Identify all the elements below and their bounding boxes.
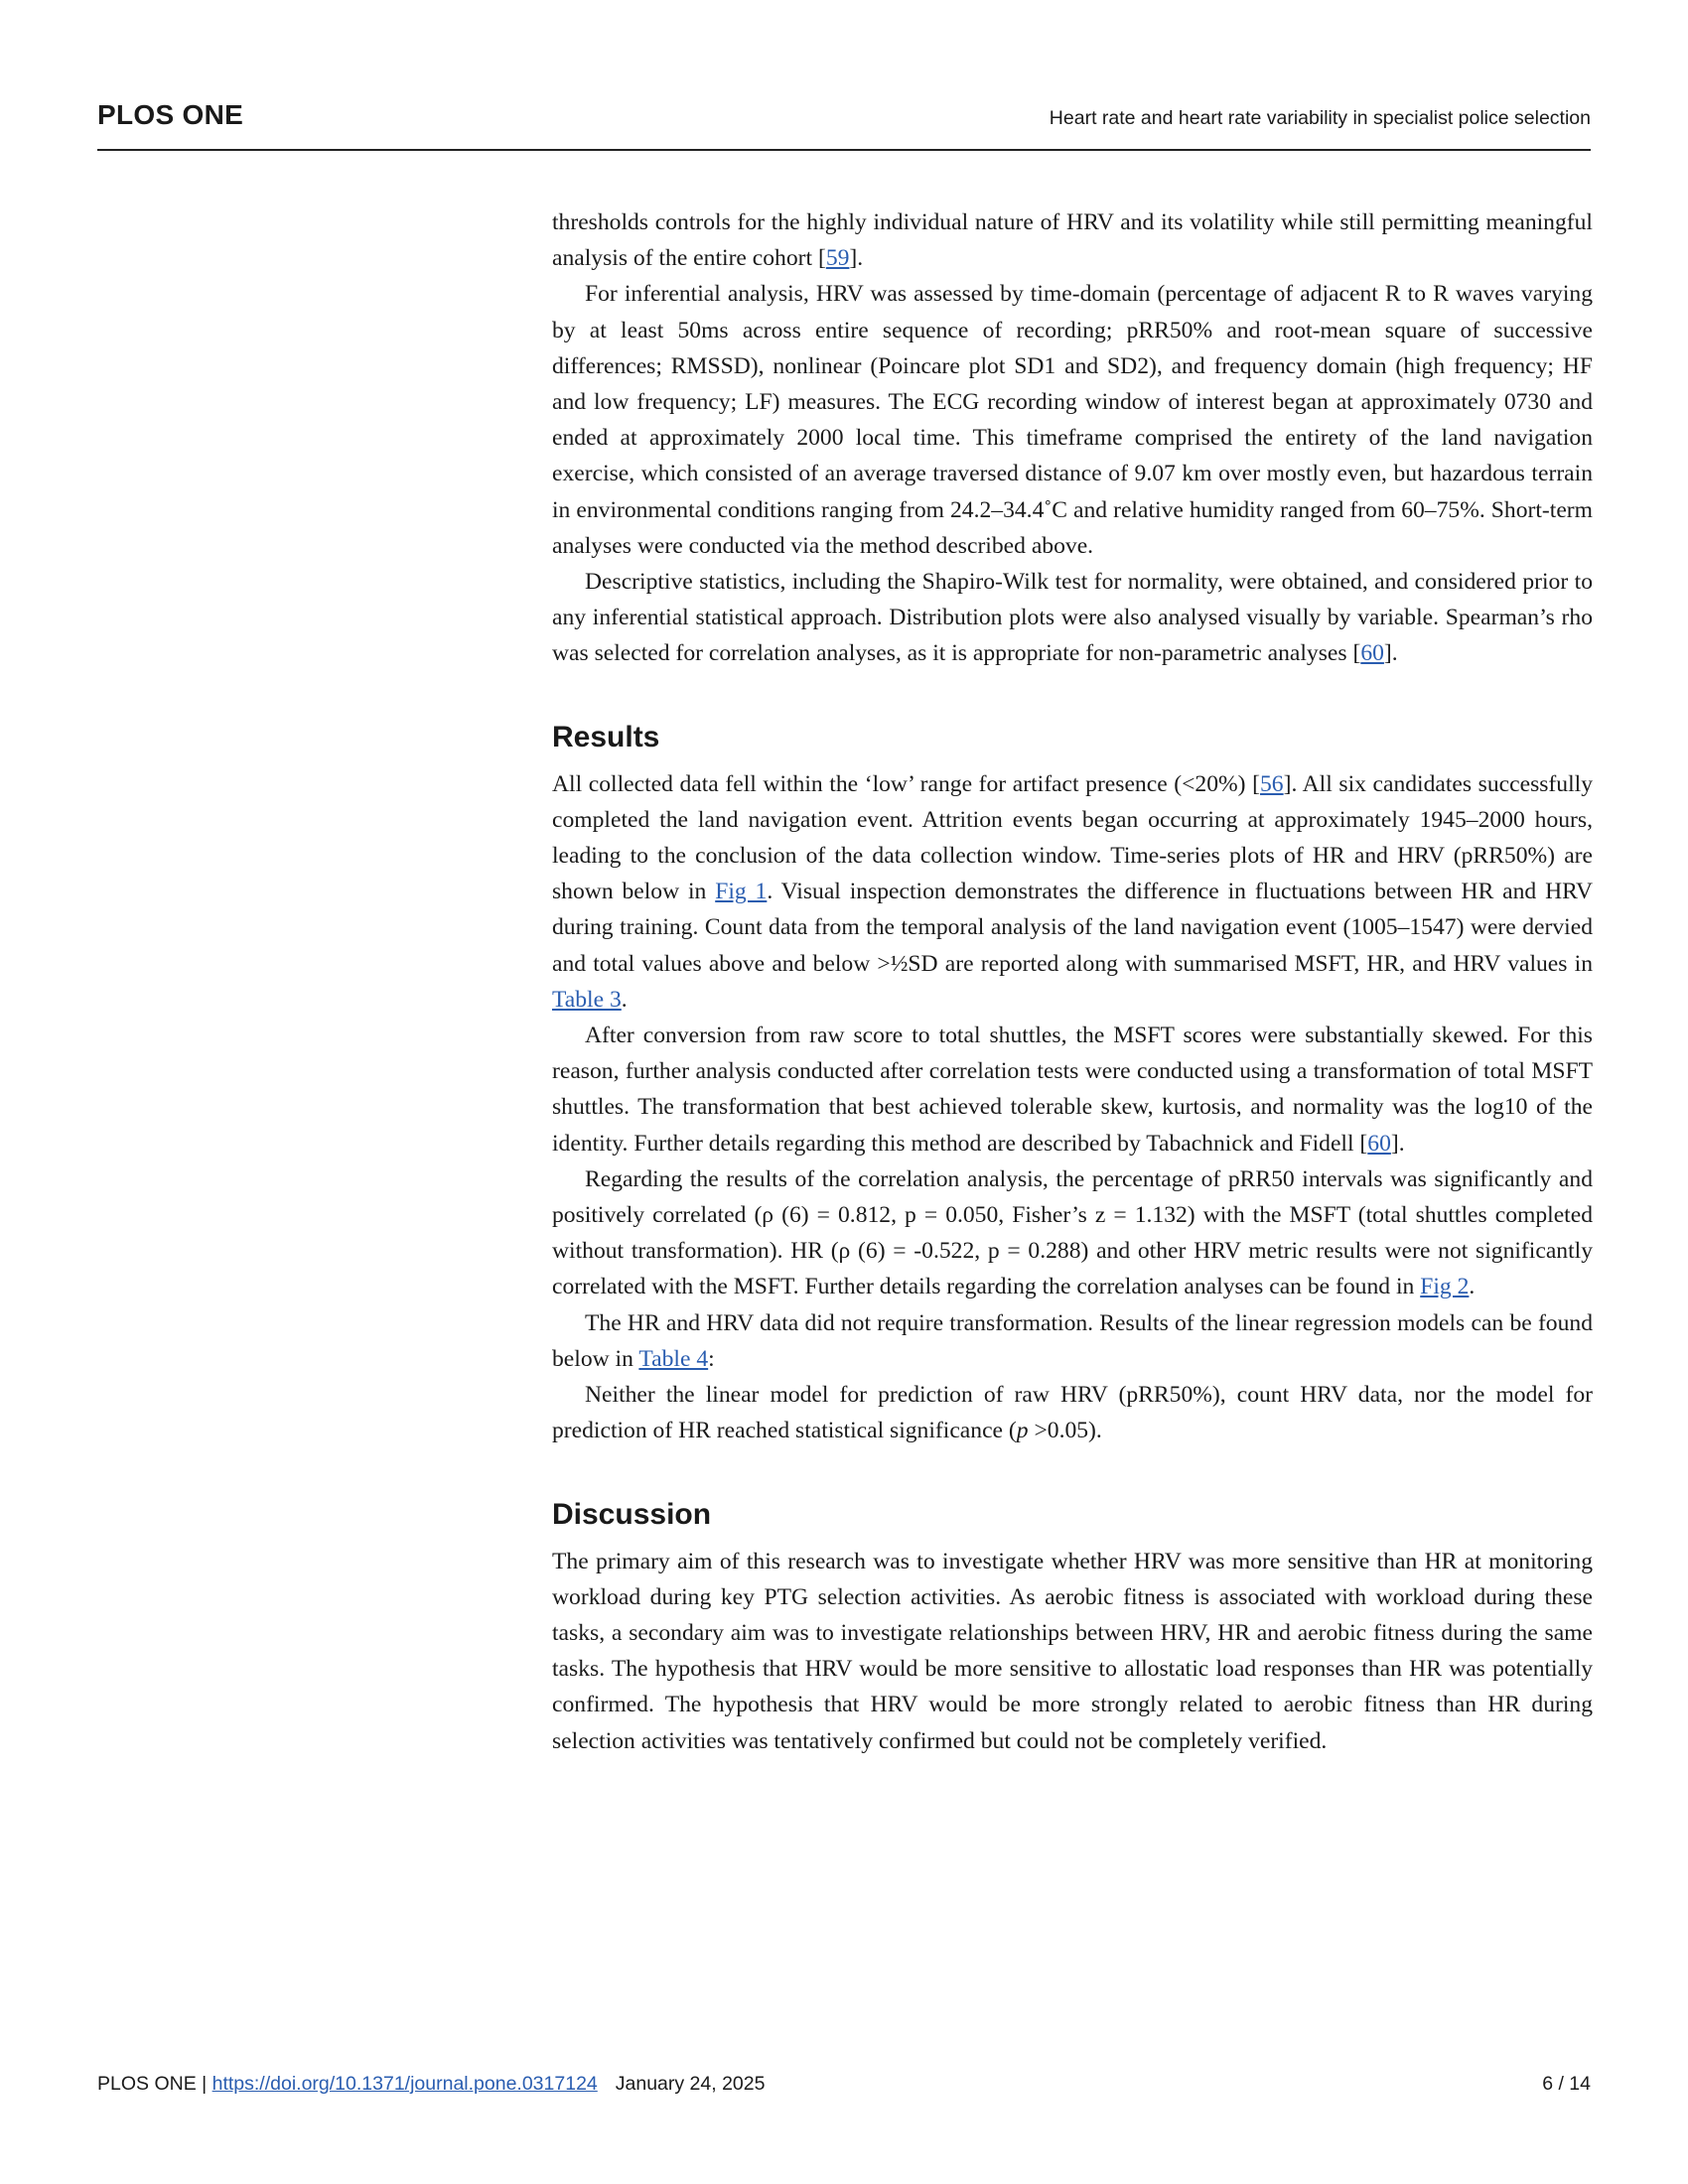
text: After conversion from raw score to total shuttles, the MSFT scores were substantially skewed. For this reason, further analysis conducted after correlation tests were conducted using a transformation of total MSFT shuttles. The transformation that best achieved tolerable skew, kurtosis, and normality was the log10 of the identity. Further details regarding this method are described by Tabachnick and Fidell [ <box>552 1023 1593 1157</box>
p-symbol: p <box>1016 1418 1029 1444</box>
text: ]. All six candidates successfully completed the land navigation event. Attrition events began occurring at approximately 1945–2000 hours, leading to the conclusion of the data collection window. Time-series plots of HR and HRV (pRR50%) are shown below in <box>552 770 1593 905</box>
text: . Visual inspection demonstrates the difference in fluctuations between HR and HRV during training. Count data from the temporal analysis of the land navigation event (1005–1547) were dervied and total values above and below >½SD are reported along with summarised MSFT, HR, and HRV values in <box>552 879 1594 977</box>
running-title: Heart rate and heart rate variability in specialist police selection <box>1049 107 1591 129</box>
paragraph-results-overview <box>552 766 1593 1018</box>
citation-link[interactable]: 60 <box>1367 1130 1391 1157</box>
figure-link[interactable]: Fig 2 <box>1420 1274 1470 1300</box>
text: Regarding the results of the correlation analysis, the percentage of pRR50 intervals was significantly and positively correlated (ρ (6) = 0.812, p = 0.050, Fisher’s z = 1.132) with the MSFT (total shuttles completed without transformation). HR (ρ (6) = -0.522, p = 0.288) and other HRV metric results were not significantly correlated with the MSFT. Further details regarding the correlation analyses can be found in <box>552 1165 1593 1300</box>
text: ]. <box>1383 640 1398 667</box>
text: thresholds controls for the highly individual nature of HRV and its volatility while still permitting meaningful analysis of the entire cohort [ <box>552 209 1593 272</box>
page-number: 6 / 14 <box>1542 2073 1591 2095</box>
header-divider <box>97 149 1591 151</box>
text: >0.05). <box>1028 1418 1102 1444</box>
citation-link[interactable]: 59 <box>825 245 850 272</box>
citation-link[interactable]: 60 <box>1360 640 1384 667</box>
journal-name: PLOS ONE <box>97 99 244 130</box>
text: . <box>621 986 628 1013</box>
text: Neither the linear model for prediction of raw HRV (pRR50%), count HRV data, nor the model for prediction of HR reached statistical significance ( <box>552 1382 1593 1444</box>
results-heading: Results <box>552 720 660 753</box>
publication-date: January 24, 2025 <box>615 2073 766 2095</box>
footer-journal: PLOS ONE | <box>97 2073 212 2095</box>
doi-link[interactable]: https://doi.org/10.1371/journal.pone.0317124 <box>211 2073 598 2095</box>
text: : <box>708 1345 715 1372</box>
paragraph-correlation-results <box>552 1161 1593 1305</box>
figure-link[interactable]: Fig 1 <box>715 879 768 905</box>
paragraph-thresholds <box>552 205 1593 276</box>
discussion-heading: Discussion <box>552 1497 712 1531</box>
paragraph-regression-intro <box>552 1305 1593 1377</box>
table-link[interactable]: Table 3 <box>552 986 622 1013</box>
text: ]. <box>1390 1130 1405 1157</box>
paragraph-inferential-analysis: For inferential analysis, HRV was assessed by time-domain (percentage of adjacent R to R waves varying by at least 50ms across entire sequence of recording; pRR50% and root-mean square of successive differences; RMSSD), nonlinear (Poincare plot SD1 and SD2), and frequency domain (high frequency; HF and low frequency; LF) measures. The ECG recording window of interest began at approximately 0730 and ended at approximately 2000 local time. This timeframe comprised the entirety of the land navigation exercise, which consisted of an average traversed distance of 9.07 km over mostly even, but hazardous terrain in environmental conditions ranging from 24.2–34.4˚C and relative humidity ranged from 60–75%. Short-term analyses were conducted via the method described above. <box>552 281 1593 559</box>
text: . <box>1469 1274 1476 1300</box>
text: ]. <box>849 245 864 272</box>
paragraph-descriptive-statistics <box>552 564 1593 672</box>
text: Descriptive statistics, including the Shapiro-Wilk test for normality, were obtained, and considered prior to any inferential statistical approach. Distribution plots were also analysed visually by variable. Spearman’s rho was selected for correlation analyses, as it is appropriate for non-parametric analyses [ <box>552 569 1593 667</box>
paragraph-regression-results <box>552 1377 1593 1448</box>
paragraph-msft-transformation <box>552 1018 1593 1161</box>
citation-link[interactable]: 56 <box>1260 770 1284 797</box>
footer-citation <box>97 2073 765 2096</box>
article-body <box>552 205 1593 1759</box>
text: All collected data fell within the ‘low’ range for artifact presence (<20%) [ <box>552 770 1260 797</box>
text: The HR and HRV data did not require transformation. Results of the linear regression models can be found below in <box>552 1309 1593 1372</box>
paragraph-discussion: The primary aim of this research was to investigate whether HRV was more sensitive than HR at monitoring workload during key PTG selection activities. As aerobic fitness is associated with workload during these tasks, a secondary aim was to investigate relationships between HRV, HR and aerobic fitness during the same tasks. The hypothesis that HRV would be more sensitive to allostatic load responses than HR was potentially confirmed. The hypothesis that HRV would be more strongly related to aerobic fitness than HR during selection activities was tentatively confirmed but could not be completely verified. <box>552 1548 1593 1754</box>
table-link[interactable]: Table 4 <box>638 1345 709 1372</box>
